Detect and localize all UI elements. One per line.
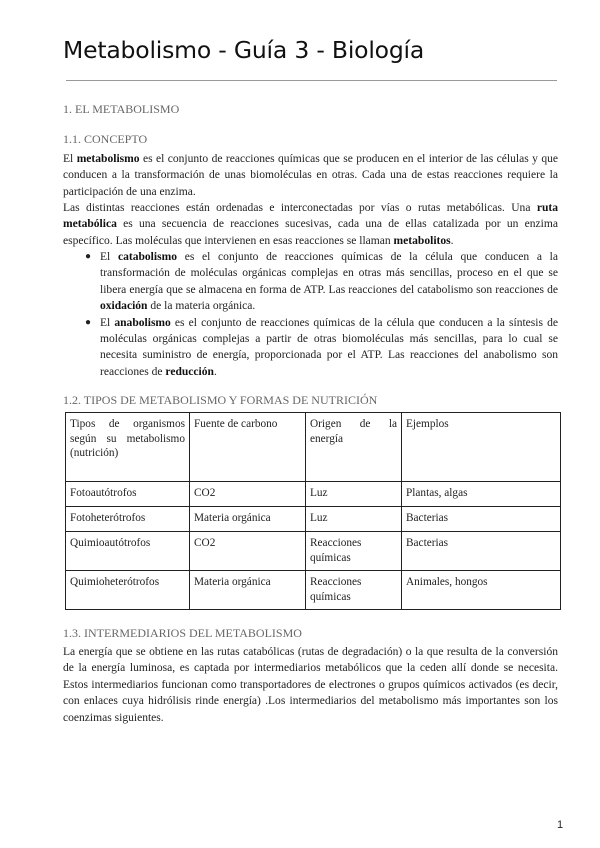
paragraph-intermediarios: La energía que se obtiene en las rutas catabólicas (rutas de degradación) o la que resulta de la conversión de la energía luminosa, es captada por intermediarios metabólicos que la ceden allí donde se necesita. Estos intermediarios funcionan como transportadores de electrones o grupos químicos activados (es decir, con enlaces cuya hidrólisis rinde energía) .Los intermediarios del metabolismo más importantes son los coenzimas siguientes.: [63, 646, 558, 724]
subsection-heading-intermediarios: 1.3. INTERMEDIARIOS DEL METABOLISMO: [63, 626, 302, 640]
table-header-cell: Origen de la energía: [306, 413, 402, 482]
table-header-cell: Tipos de organismos según su metabolismo (nutrición): [66, 413, 190, 482]
table-header-cell: Ejemplos: [402, 413, 561, 482]
list-item-anabolismo: ● El anabolismo es el conjunto de reacciones químicas de la célula que conducen a la síntesis de moléculas orgánicas complejas a partir de otras biomoléculas más sencillas, para lo cual se necesita suministro de energía, proporcionada por el ATP. Las reacciones del anabolismo son reacciones de reducción.: [85, 316, 558, 378]
table-row: [66, 532, 561, 571]
table-cell: Reacciones químicas: [306, 532, 402, 571]
table-cell: Luz: [306, 507, 402, 532]
table-cell: Bacterias: [402, 532, 561, 571]
table-cell: CO2: [190, 532, 306, 571]
table-header-row: [66, 413, 561, 482]
paragraph-metabolismo: El metabolismo es el conjunto de reacciones químicas que se producen en el interior de las células y que conducen a la transformación de unas biomoléculas en otras. Cada una de estas reacciones requiere la participación de una enzima.: [63, 153, 558, 198]
table-cell: Quimioheterótrofos: [66, 571, 190, 610]
table-cell: Reacciones químicas: [306, 571, 402, 610]
bullet-icon: ●: [85, 251, 92, 262]
list-item-catabolismo: ● El catabolismo es el conjunto de reacciones químicas de la célula que conducen a la transformación de moléculas orgánicas complejas en otras más sencillas, proceso en el que se libera energía que se almacena en forma de ATP. Las reacciones del catabolismo son reacciones de oxidación de la materia orgánica.: [85, 251, 558, 313]
table-row: [66, 571, 561, 610]
table-cell: Materia orgánica: [190, 507, 306, 532]
title-divider: [66, 80, 557, 81]
paragraph-rutas: Las distintas reacciones están ordenadas e interconectadas por vías o rutas metabólicas. Una ruta metabólica es una secuencia de reacciones sucesivas, cada una de ellas catalizada por un enzima específico. Las moléculas que intervienen en esas reacciones se llaman metabolitos.: [63, 202, 558, 247]
table-cell: CO2: [190, 482, 306, 507]
table-cell: Bacterias: [402, 507, 561, 532]
page-number: 1: [557, 819, 564, 831]
section-heading: 1. EL METABOLISMO: [63, 102, 180, 116]
table-cell: Fotoautótrofos: [66, 482, 190, 507]
table-cell: Materia orgánica: [190, 571, 306, 610]
bullet-list: [63, 249, 558, 380]
table-row: [66, 507, 561, 532]
metabolism-types-table: [65, 412, 561, 610]
subsection-heading-tipos: 1.2. TIPOS DE METABOLISMO Y FORMAS DE NUTRICIÓN: [63, 393, 378, 407]
table-cell: Plantas, algas: [402, 482, 561, 507]
table-cell: Quimioautótrofos: [66, 532, 190, 571]
table-cell: Luz: [306, 482, 402, 507]
bullet-icon: ●: [85, 316, 92, 328]
table-cell: Fotoheterótrofos: [66, 507, 190, 532]
page-title: Metabolismo - Guía 3 - Biología: [63, 36, 425, 64]
table-header-cell: Fuente de carbono: [190, 413, 306, 482]
table-row: [66, 482, 561, 507]
table-cell: Animales, hongos: [402, 571, 561, 610]
subsection-heading-concepto: 1.1. CONCEPTO: [63, 132, 148, 146]
